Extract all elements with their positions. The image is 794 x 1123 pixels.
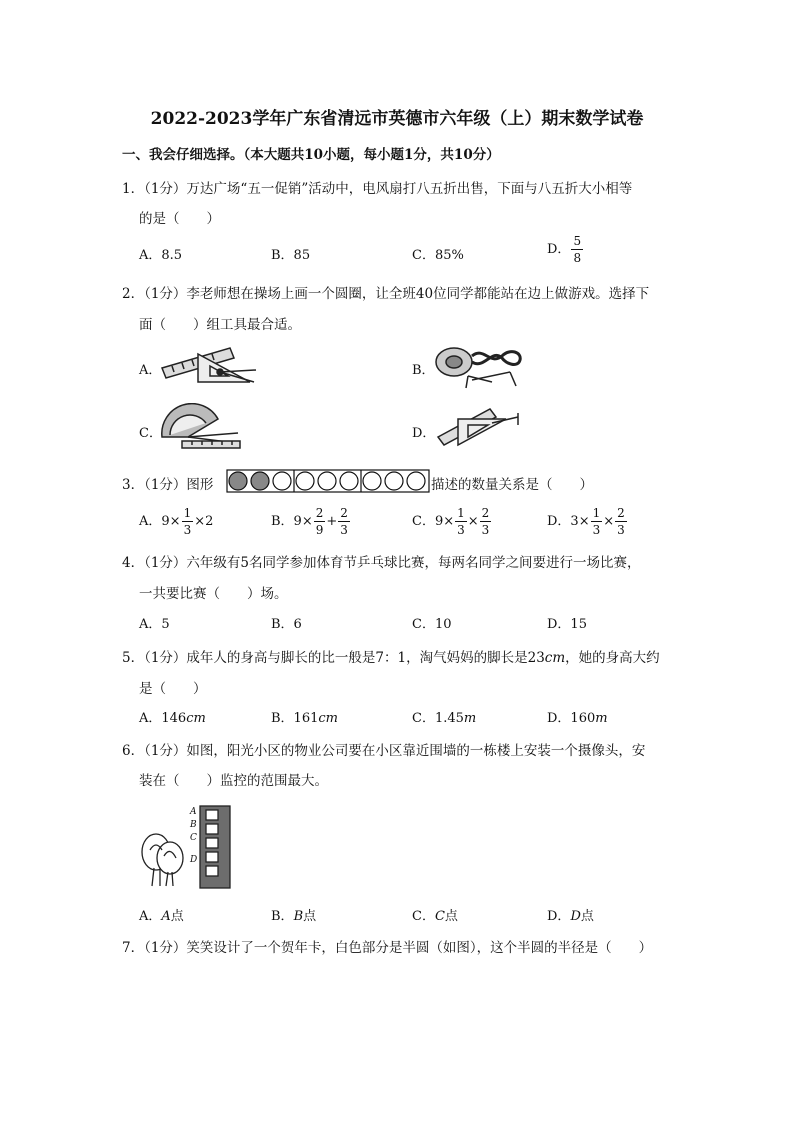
q6-d-prefix: D． [547,909,571,924]
denominator: 3 [592,523,601,537]
numerator: 2 [340,506,348,520]
numerator: 2 [481,506,490,520]
question-2-line-2: 面（ ）组工具最合适。 [139,317,301,333]
q4-option-c: C．10 [412,617,452,632]
q5-a-unit: cm [186,711,206,726]
q5-text-b: ，她的身高大约 [565,650,660,666]
q5-unit: cm [544,650,566,666]
q3-b-operator: + [326,514,338,529]
q5-option-a [139,707,206,726]
question-5-line-1 [122,646,660,666]
question-4-line-1: 4．（1分）六年级有5名同学参加体育节乒乓球比赛，每两名同学之间要进行一场比赛， [122,555,641,571]
circles-grouping-figure [226,469,430,493]
tools-protractor-compass-ruler-image [158,403,244,451]
q6-c-prefix: C． [412,909,435,924]
denominator: 3 [617,523,625,537]
q6-b-prefix: B． [271,909,294,924]
denominator: 3 [183,523,192,537]
label-a: A [190,807,197,817]
q5-option-b [271,707,338,726]
fraction [182,507,194,536]
building-tree-camera-figure [136,800,236,892]
question-5-line-2: 是（ ） [139,681,207,697]
q1-option-a: A．8.5 [139,248,183,263]
q5-option-d [547,707,608,726]
q5-c-unit: m [463,711,477,726]
fraction [591,507,603,536]
fraction [455,507,467,536]
fraction [571,235,583,264]
denominator: 3 [457,523,465,537]
q3-a-suffix: ×2 [194,514,214,529]
q5-option-c [412,707,476,726]
question-3-prefix: 3．（1分）图形 [122,477,214,493]
q3-option-d [547,507,628,536]
q6-option-b [271,905,316,924]
fraction [480,507,492,536]
q2-option-c: C． [139,426,162,441]
q6-d-suffix: 点 [580,909,594,924]
fraction [314,507,326,536]
denominator: 8 [573,251,582,265]
numerator: 1 [592,506,601,520]
question-4-line-2: 一共要比赛（ ）场。 [139,586,288,602]
q6-c-letter: C [434,909,445,924]
question-1-line-1: 1．（1分）万达广场“五一促销”活动中，电风扇打八五折出售，下面与八五折大小相等 [122,181,633,197]
numerator: 2 [315,506,324,520]
q6-a-letter: A [161,909,171,924]
denominator: 9 [315,523,324,537]
label-d: D [190,855,198,865]
denominator: 3 [481,523,490,537]
q1-option-d [547,235,584,264]
q6-d-letter: D [570,909,581,924]
q6-option-a [139,905,184,924]
q6-option-c [412,905,458,924]
tools-measuring-tape-rope-stakes-image [432,342,528,390]
question-7-line-1: 7．（1分）笑笑设计了一个贺年卡，白色部分是半圆（如图），这个半圆的半径是（ ） [122,940,653,956]
page-title: 2022-2023学年广东省清远市英德市六年级（上）期末数学试卷 [150,109,644,129]
q5-b-unit: cm [318,711,338,726]
section-heading: 一、我会仔细选择。（本大题共10小题，每小题1分，共10分） [122,147,500,163]
q2-option-d: D． [412,426,436,441]
question-6-line-1: 6．（1分）如图，阳光小区的物业公司要在小区靠近围墙的一栋楼上安装一个摄像头，安 [122,743,646,759]
fraction [338,507,350,536]
q3-d-operator: × [603,514,615,529]
q5-a-value: A．146 [139,711,187,726]
question-3-suffix: 描述的数量关系是（ ） [431,477,593,493]
q5-d-value: D．160 [547,711,596,726]
q3-a-prefix: A．9× [139,514,181,529]
question-6-line-2: 装在（ ）监控的范围最大。 [139,773,328,789]
q3-option-a [139,507,213,536]
q2-option-a: A． [139,363,162,378]
q5-b-value: B．161 [271,711,319,726]
q4-option-d: D．15 [547,617,587,632]
q6-c-suffix: 点 [444,909,458,924]
q2-option-b: B． [412,363,435,378]
label-b: B [190,820,197,830]
fraction [615,507,627,536]
q5-c-value: C．1.45 [412,711,464,726]
q6-option-d [547,905,594,924]
q3-b-prefix: B．9× [271,514,313,529]
denominator: 3 [340,523,348,537]
q5-text-a: 5．（1分）成年人的身高与脚长的比一般是7：1，淘气妈妈的脚长是23 [122,650,545,666]
q1-option-c: C．85% [412,248,464,263]
q6-b-suffix: 点 [303,909,317,924]
q1-option-d-label: D． [547,242,571,257]
q3-c-prefix: C．9× [412,514,455,529]
q6-a-prefix: A． [139,909,162,924]
numerator: 1 [183,506,192,520]
numerator: 1 [457,506,465,520]
tools-ruler-triangle-stake-image [432,405,524,449]
label-c: C [190,833,197,843]
tools-ruler-triangle-compass-image [158,342,260,390]
question-1-line-2: 的是（ ） [139,211,220,227]
q5-d-unit: m [595,711,608,726]
q6-a-suffix: 点 [170,909,184,924]
numerator: 2 [617,506,625,520]
q1-option-b: B．85 [271,248,311,263]
q4-option-b: B．6 [271,617,302,632]
q3-d-prefix: D．3× [547,514,590,529]
q4-option-a: A．5 [139,617,170,632]
q3-option-b [271,507,351,536]
question-2-line-1: 2．（1分）李老师想在操场上画一个圆圈，让全班40位同学都能站在边上做游戏。选择下 [122,286,650,302]
q3-c-operator: × [467,514,479,529]
q3-option-c [412,507,492,536]
numerator: 5 [573,234,582,248]
q6-b-letter: B [293,909,304,924]
